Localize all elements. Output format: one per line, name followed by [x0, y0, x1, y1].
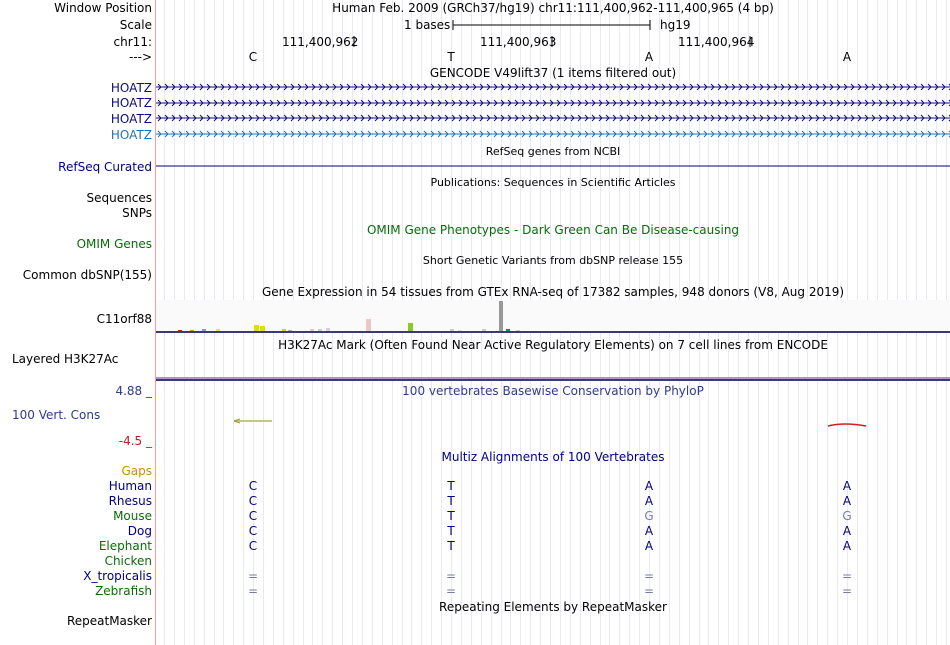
aligned-base: A — [842, 479, 852, 493]
base-letter: T — [447, 50, 455, 64]
sequences-label[interactable]: Sequences — [86, 191, 152, 205]
phylop-track-title[interactable]: 100 vertebrates Basewise Conservation by PhyloP — [402, 384, 704, 398]
aligned-base: A — [644, 479, 654, 493]
gencode-transcript-line[interactable] — [156, 131, 950, 137]
aligned-base: T — [447, 539, 455, 553]
repeatmasker-label[interactable]: RepeatMasker — [66, 614, 152, 628]
aligned-base: = — [841, 569, 853, 583]
repeatmasker-track-title[interactable]: Repeating Elements by RepeatMasker — [439, 600, 667, 614]
gencode-transcript-line[interactable] — [156, 100, 950, 106]
scale-label: Scale — [119, 18, 152, 32]
species-label[interactable]: Mouse — [113, 509, 152, 523]
species-label[interactable]: Chicken — [104, 554, 152, 568]
aligned-base: A — [644, 539, 654, 553]
aligned-base: T — [447, 509, 455, 523]
window-position-text: Human Feb. 2009 (GRCh37/hg19) chr11:111,400,962-111,400,965 (4 bp) — [332, 1, 774, 15]
phylop-label[interactable]: 100 Vert. Cons — [12, 408, 101, 422]
phylop-max-label: 4.88 _ — [115, 384, 152, 398]
refseq-label[interactable]: RefSeq Curated — [58, 160, 152, 174]
aligned-base: = — [247, 569, 259, 583]
position-tick-label: 111,400,964 — [678, 35, 755, 49]
chrom-label: chr11: — [113, 35, 152, 49]
aligned-base: C — [248, 524, 258, 538]
aligned-base: = — [643, 569, 655, 583]
aligned-base: A — [644, 524, 654, 538]
aligned-base: T — [447, 494, 455, 508]
gencode-transcript-line[interactable] — [156, 115, 950, 121]
species-label[interactable]: Human — [108, 479, 152, 493]
aligned-base: A — [842, 524, 852, 538]
species-label[interactable]: X_tropicalis — [83, 569, 152, 583]
scale-bar — [452, 18, 654, 32]
refseq-track-title[interactable]: RefSeq genes from NCBI — [485, 145, 621, 158]
aligned-base: A — [842, 494, 852, 508]
gencode-track-label[interactable]: HOATZ — [110, 96, 152, 110]
aligned-base: C — [248, 494, 258, 508]
gtex-track-title[interactable]: Gene Expression in 54 tissues from GTEx RNA-seq of 17382 samples, 948 donors (V8, Aug 2019) — [261, 285, 845, 299]
gaps-label[interactable]: Gaps — [121, 464, 152, 478]
gencode-transcripts[interactable] — [156, 80, 950, 144]
dbsnp-label[interactable]: Common dbSNP(155) — [22, 268, 152, 282]
aligned-base: = — [247, 584, 259, 598]
base-letter: C — [248, 50, 258, 64]
scale-text: 1 bases — [404, 18, 451, 32]
species-label[interactable]: Rhesus — [108, 494, 152, 508]
species-label[interactable]: Zebrafish — [95, 584, 152, 598]
base-letter: A — [644, 50, 654, 64]
aligned-base: G — [644, 509, 654, 523]
gtex-expression-bars[interactable] — [156, 300, 950, 336]
aligned-base: G — [842, 509, 852, 523]
window-position-label: Window Position — [54, 1, 152, 15]
gencode-transcript-line[interactable] — [156, 84, 950, 90]
omim-label[interactable]: OMIM Genes — [76, 237, 152, 251]
gencode-track-label[interactable]: HOATZ — [110, 112, 152, 126]
phylop-min-label: -4.5 _ — [118, 434, 152, 448]
publications-track-title[interactable]: Publications: Sequences in Scientific Articles — [430, 176, 676, 189]
species-label[interactable]: Elephant — [98, 539, 152, 553]
omim-track-title[interactable]: OMIM Gene Phenotypes - Dark Green Can Be Disease-causing — [366, 223, 740, 237]
multiz-track-title[interactable]: Multiz Alignments of 100 Vertebrates — [441, 450, 665, 464]
aligned-base: = — [643, 584, 655, 598]
h3k27ac-signal[interactable] — [156, 376, 950, 384]
aligned-base: T — [447, 524, 455, 538]
aligned-base: C — [248, 539, 258, 553]
h3k27ac-track-title[interactable]: H3K27Ac Mark (Often Found Near Active Regulatory Elements) on 7 cell lines from ENCODE — [278, 338, 828, 352]
position-tick-label: 111,400,963 — [480, 35, 557, 49]
dbsnp-track-title[interactable]: Short Genetic Variants from dbSNP release 155 — [422, 254, 684, 267]
snps-label[interactable]: SNPs — [122, 206, 152, 220]
aligned-base: = — [445, 584, 457, 598]
species-label[interactable]: Dog — [127, 524, 152, 538]
aligned-base: C — [248, 479, 258, 493]
aligned-base: C — [248, 509, 258, 523]
phylop-signal[interactable] — [156, 412, 950, 432]
aligned-base: A — [644, 494, 654, 508]
base-letter: A — [842, 50, 852, 64]
aligned-base: T — [447, 479, 455, 493]
gencode-track-label[interactable]: HOATZ — [110, 128, 152, 142]
strand-label: ---> — [128, 50, 152, 64]
position-ticks — [0, 34, 950, 48]
refseq-gene-line[interactable] — [156, 160, 950, 174]
aligned-base: = — [445, 569, 457, 583]
scale-db: hg19 — [660, 18, 691, 32]
gencode-track-title[interactable]: GENCODE V49lift37 (1 items filtered out) — [429, 66, 677, 80]
gencode-track-label[interactable]: HOATZ — [110, 81, 152, 95]
position-tick-label: 111,400,962 — [282, 35, 359, 49]
h3k27ac-label[interactable]: Layered H3K27Ac — [12, 352, 119, 366]
gtex-gene-label[interactable]: C11orf88 — [96, 312, 152, 326]
aligned-base: A — [842, 539, 852, 553]
aligned-base: = — [841, 584, 853, 598]
